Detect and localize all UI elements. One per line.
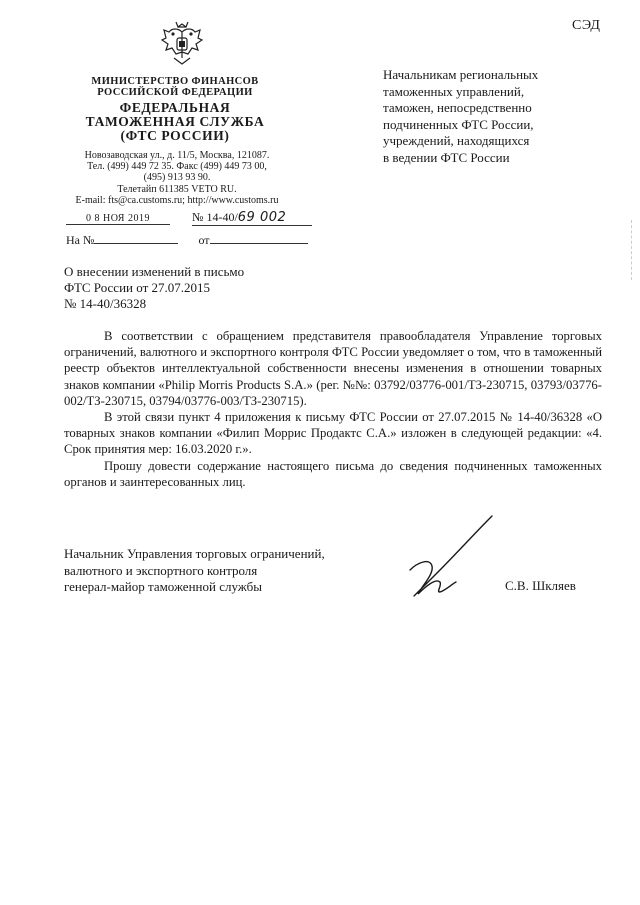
registration-number [192, 210, 312, 226]
contact-block [64, 150, 290, 206]
handwritten-signature [396, 512, 504, 602]
registration-number-handwritten: 69 002 [237, 210, 287, 225]
addressee-line: таможен, непосредственно [383, 100, 532, 115]
ministry-line: МИНИСТЕРСТВО ФИНАНСОВ [91, 76, 259, 87]
letter-body [64, 328, 602, 490]
contact-line: (495) 913 93 90. [143, 172, 211, 184]
subject-line: О внесении изменений в письмо [64, 264, 245, 279]
reference-date-blank [210, 243, 308, 244]
service-name [70, 101, 280, 143]
reference-blank [94, 243, 178, 244]
reference-label: На № [66, 233, 95, 247]
service-line: ТАМОЖЕННАЯ СЛУЖБА [85, 114, 265, 129]
margin-mark [631, 220, 634, 280]
service-line: ФЕДЕРАЛЬНАЯ [119, 100, 231, 115]
addressee-line: в ведении ФТС России [383, 149, 510, 165]
ministry-name [70, 76, 280, 98]
registration-number-prefix: № 14-40/ [192, 210, 238, 224]
contact-line: E-mail: fts@ca.customs.ru; http://www.customs.ru [75, 194, 279, 206]
sed-mark: СЭД [572, 18, 601, 33]
addressee-line: учреждений, находящихся [383, 133, 530, 148]
contact-line: Новозаводская ул., д. 11/5, Москва, 121087. [84, 150, 270, 161]
subject-line: ФТС России от 27.07.2015 [64, 280, 211, 295]
contact-line: Телетайп 611385 VETO RU. [117, 183, 237, 195]
addressee-block [383, 67, 593, 166]
reference-from-label: от [198, 233, 210, 247]
body-paragraph: В этой связи пункт 4 приложения к письму ФТС России от 27.07.2015 № 14-40/36328 «О товарных знаков компании «Филип Моррис Продактс С.А.» изложен в следующей редакции: «4. Срок принятия мер: 16.03.2020 г.». [64, 410, 602, 457]
addressee-line: Начальникам региональных [383, 67, 539, 82]
registration-date: 0 8 НОЯ 2019 [66, 213, 170, 225]
coat-of-arms-icon [160, 18, 204, 68]
subject-line: № 14-40/36328 [64, 296, 147, 311]
signer-position-line: Начальник Управления торговых ограничений, [64, 546, 325, 561]
signer-name: С.В. Шкляев [505, 578, 576, 593]
signer-position [64, 546, 394, 596]
ministry-line: РОССИЙСКОЙ ФЕДЕРАЦИИ [97, 87, 253, 98]
contact-line: Тел. (499) 449 72 35. Факс (499) 449 73 00, [87, 161, 267, 173]
service-line: (ФТС РОССИИ) [120, 128, 230, 143]
body-paragraph: Прошу довести содержание настоящего письма до сведения подчиненных таможенных органов и заинтересованных лиц. [64, 458, 602, 489]
body-paragraph: В соответствии с обращением представителя правообладателя Управление торговых ограничений, валютного и экспортного контроля ФТС России уведомляет о том, что в таможенный реестр объектов интеллектуальной собственности внесены изменения в отношении товарных знаков компании «Philip Morris Products S.A.» (рег. №№: 03792/03776-001/ТЗ-230715, 03793/03776-002/ТЗ-230715, 03794/03776-003/ТЗ-230715). [64, 329, 602, 408]
letter-subject [64, 264, 324, 312]
addressee-line: подчиненных ФТС России, [383, 116, 534, 132]
addressee-line: таможенных управлений, [383, 83, 525, 99]
signer-position-line: валютного и экспортного контроля [64, 562, 258, 578]
reference-line [66, 233, 308, 248]
signer-position-line: генерал-майор таможенной службы [64, 579, 262, 594]
registration-line [66, 210, 312, 226]
